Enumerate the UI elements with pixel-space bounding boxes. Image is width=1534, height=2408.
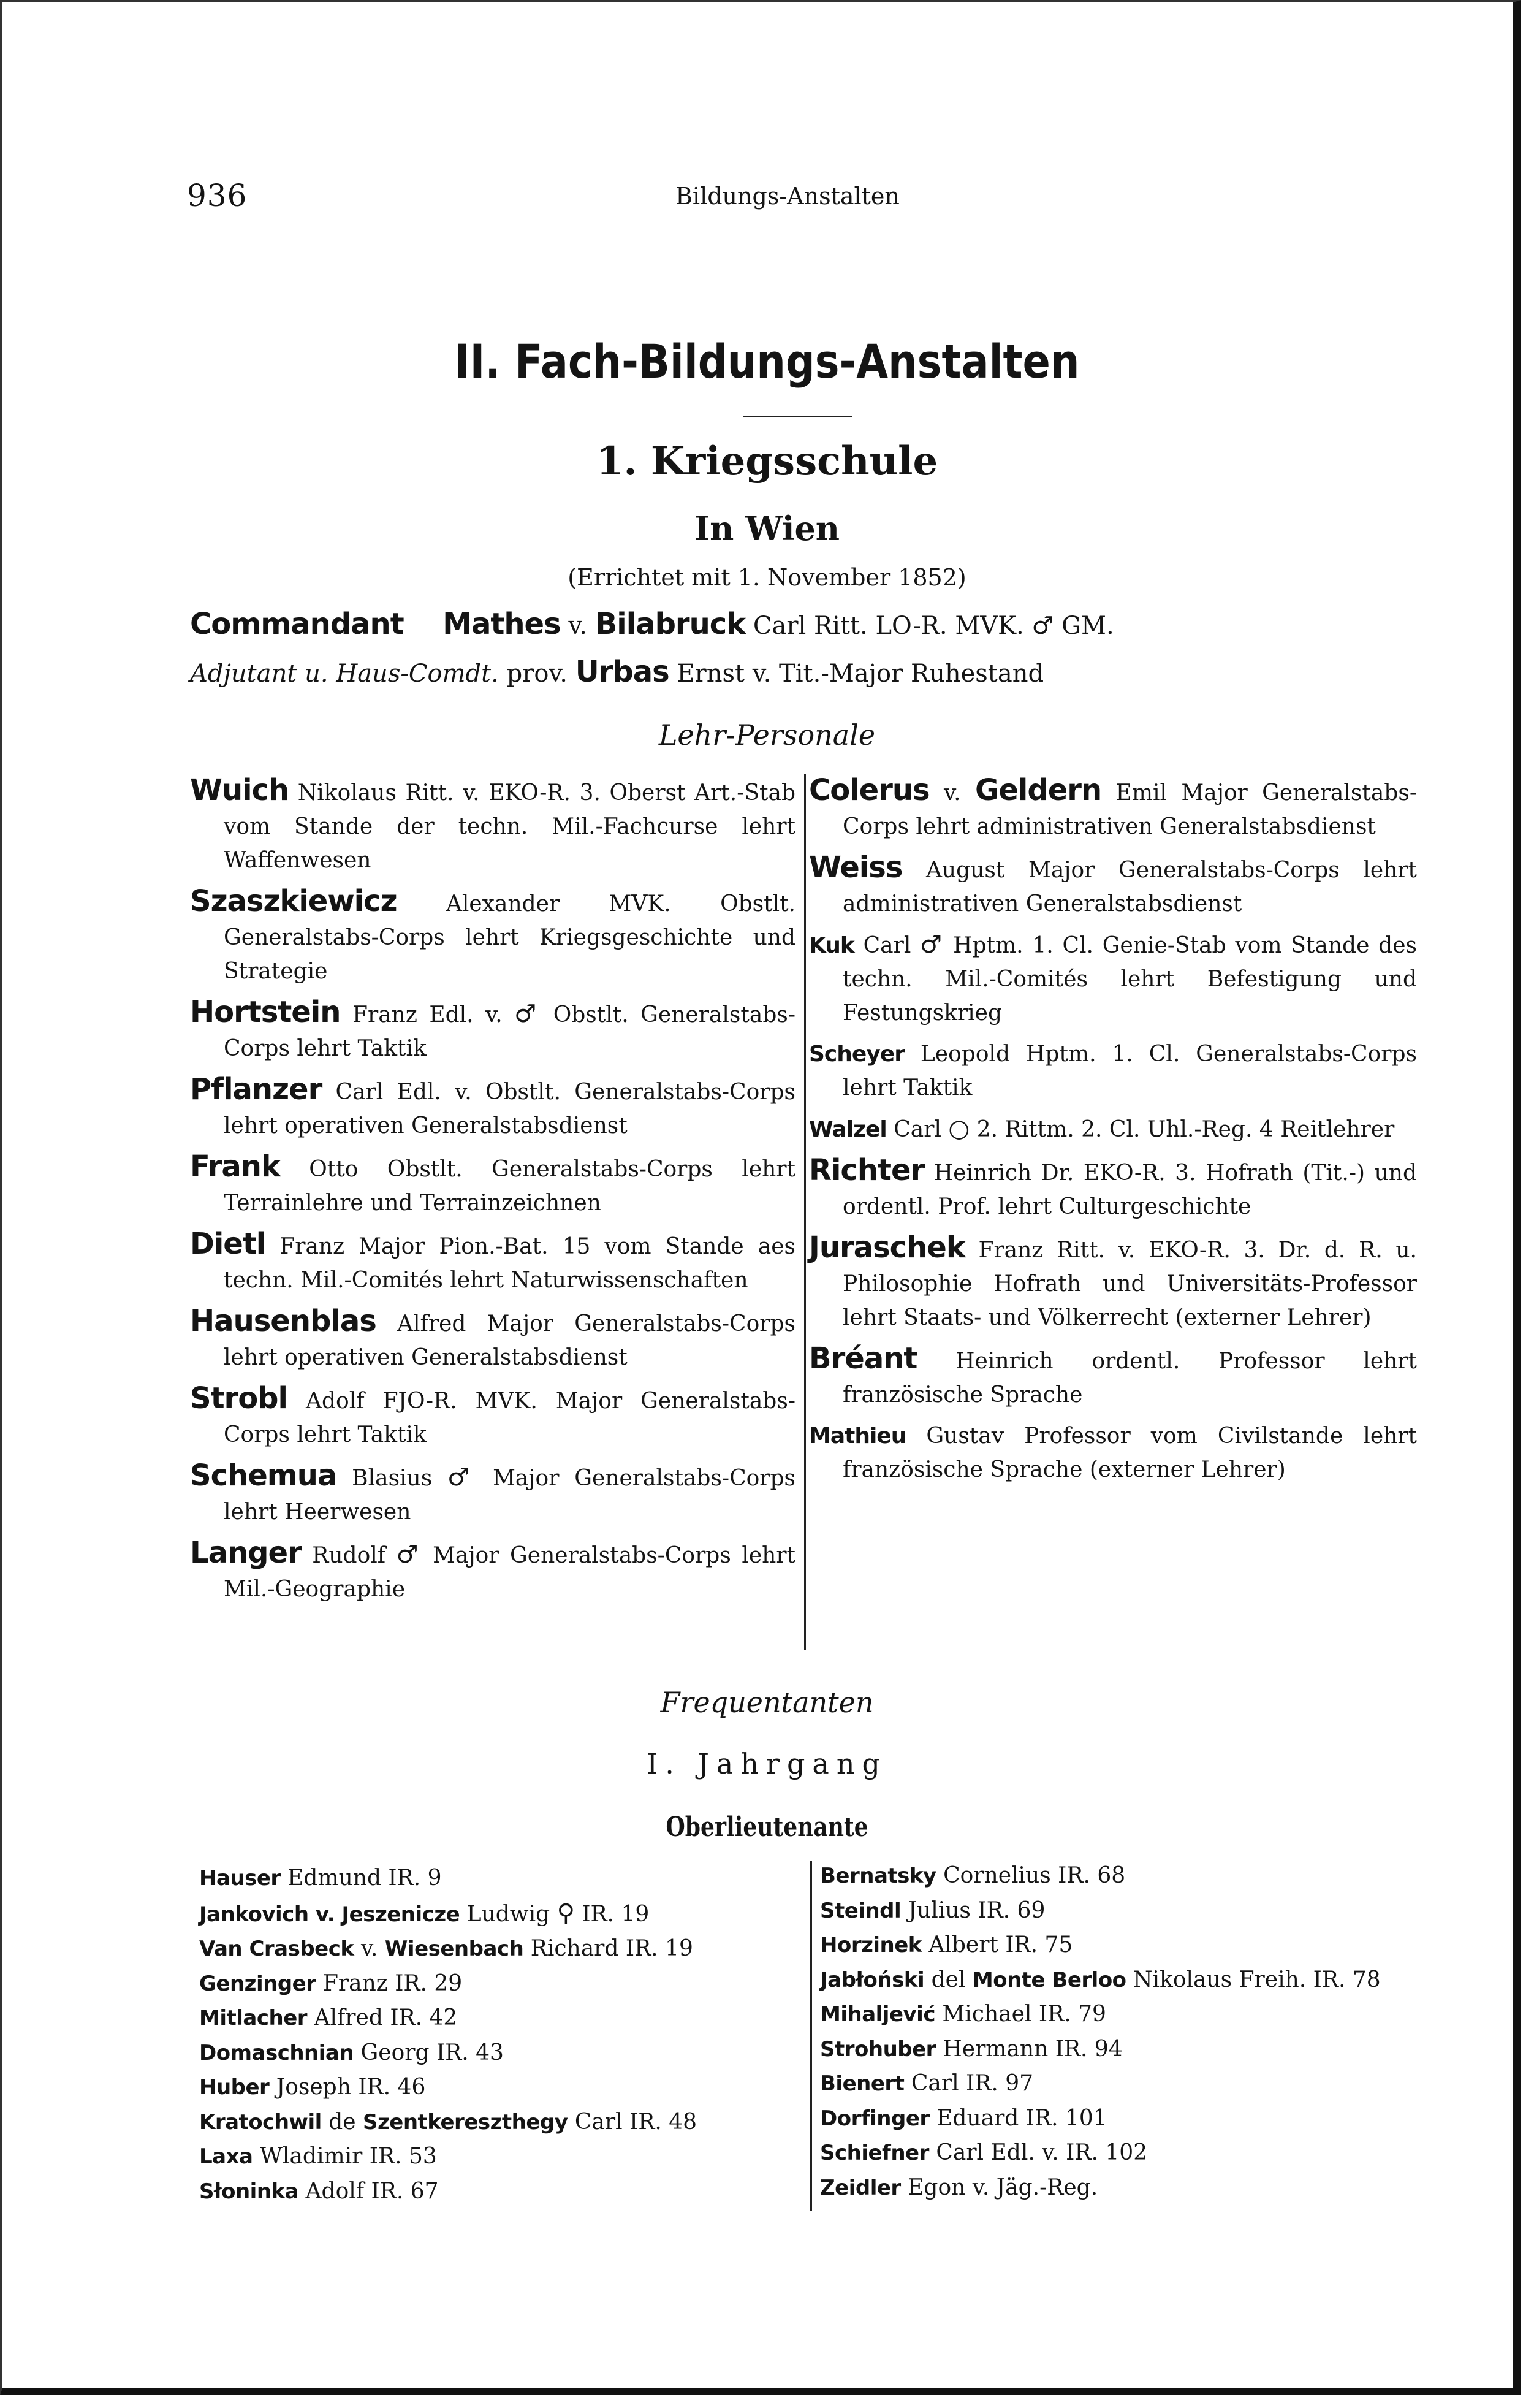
student-details: Carl Edl. v. IR. 102 xyxy=(928,2140,1148,2165)
student-name: Mihaljević xyxy=(820,2002,935,2027)
teacher-details: Blasius xyxy=(336,1466,448,1491)
list-item xyxy=(199,1967,697,2002)
title-rule xyxy=(743,416,852,417)
teacher-name: Weiss xyxy=(809,850,903,885)
teacher-name: Dietl xyxy=(190,1227,266,1261)
list-item xyxy=(820,2032,1381,2067)
student-details: Nikolaus Freih. IR. 78 xyxy=(1126,1967,1381,1992)
teacher-details: Obstlt. Generalstabs-Corps lehrt Taktik xyxy=(224,1002,795,1061)
student-details: de xyxy=(321,2109,363,2135)
teacher-name: Walzel xyxy=(809,1117,887,1142)
teacher-name: Juraschek xyxy=(809,1230,965,1265)
student-name: Jankovich v. Jeszenicze xyxy=(199,1902,460,1927)
student-name: Schiefner xyxy=(820,2141,929,2165)
school-name: 1. Kriegsschule xyxy=(596,438,938,484)
student-details: Eduard IR. 101 xyxy=(929,2105,1107,2131)
student-details: Franz IR. 29 xyxy=(316,1970,463,1996)
teacher-entry xyxy=(190,1227,795,1297)
teacher-entry xyxy=(190,1459,795,1529)
list-item xyxy=(820,1894,1381,1929)
student-name: Bernatsky xyxy=(820,1864,936,1888)
list-item xyxy=(199,1932,697,1967)
teacher-entry xyxy=(809,1037,1417,1105)
list-item xyxy=(820,2101,1381,2136)
student-details: Cornelius IR. 68 xyxy=(936,1863,1126,1888)
teacher-name: Mathieu xyxy=(809,1423,906,1449)
student-details: Carl IR. 97 xyxy=(904,2071,1034,2096)
teacher-entry xyxy=(809,851,1417,921)
section-title: II. Fach-Bildungs-Anstalten xyxy=(454,334,1080,389)
teacher-entry xyxy=(809,928,1417,1030)
student-name: Wiesenbach xyxy=(384,1937,524,1961)
teacher-name: Scheyer xyxy=(809,1042,905,1067)
teacher-name: Richter xyxy=(809,1153,925,1187)
teacher-name: Geldern xyxy=(974,773,1102,807)
teacher-details: Carl xyxy=(854,933,921,958)
student-name: Huber xyxy=(199,2075,270,2100)
teacher-details: Emil Major Generalstabs-Corps lehrt administrativen Generalstabsdienst xyxy=(843,780,1417,839)
teacher-entry xyxy=(809,1419,1417,1487)
list-item xyxy=(820,2067,1381,2101)
teacher-entry xyxy=(809,1342,1417,1412)
teacher-name: Pflanzer xyxy=(190,1072,322,1107)
teacher-details: Hptm. 1. Cl. Genie-Stab vom Stande des techn. Mil.-Comités lehrt Befestigung und Festungskrieg xyxy=(843,933,1418,1026)
teacher-details: August Major Generalstabs-Corps lehrt administrativen Generalstabsdienst xyxy=(843,858,1417,916)
student-name: Kratochwil xyxy=(199,2109,322,2135)
order-symbol-icon: ♂ xyxy=(514,1000,542,1028)
teacher-details: Carl xyxy=(886,1117,949,1142)
teacher-entry xyxy=(190,1073,795,1143)
teacher-entry xyxy=(190,885,795,988)
student-details: Michael IR. 79 xyxy=(935,2002,1106,2027)
list-item xyxy=(820,2171,1381,2206)
teacher-name: Frank xyxy=(190,1149,280,1184)
student-name: Van Crasbeck xyxy=(199,1937,354,1961)
teacher-name: Schemua xyxy=(190,1458,337,1493)
teacher-entry xyxy=(190,774,795,877)
commandant-rank: GM. xyxy=(1061,612,1114,640)
list-item xyxy=(199,2105,697,2140)
teacher-name: Hausenblas xyxy=(190,1304,376,1338)
student-name: Steindl xyxy=(820,1898,902,1923)
student-name: Bienert xyxy=(820,2071,905,2096)
student-details: Joseph IR. 46 xyxy=(269,2075,426,2100)
adjutant-details: Ernst v. Tit.-Major Ruhestand xyxy=(677,660,1044,688)
teacher-name: Hortstein xyxy=(190,995,341,1029)
teacher-details: Heinrich ordentl. Professor lehrt französische Sprache xyxy=(843,1349,1417,1408)
teacher-name: Strobl xyxy=(190,1381,287,1415)
student-details: Adolf IR. 67 xyxy=(298,2178,439,2204)
teacher-details: 2. Rittm. 2. Cl. Uhl.-Reg. 4 Reitlehrer xyxy=(970,1117,1395,1142)
student-name: Mitlacher xyxy=(199,2006,308,2030)
teacher-details: Major Generalstabs-Corps lehrt Mil.-Geographie xyxy=(224,1543,796,1602)
teacher-prep: v. xyxy=(929,780,975,806)
teacher-details: Nikolaus Ritt. v. EKO-R. 3. Oberst Art.-Stab vom Stande der techn. Mil.-Fachcurse lehrt Waffenwesen xyxy=(224,780,795,873)
list-item xyxy=(820,1859,1381,1894)
student-details: del xyxy=(924,1967,973,1992)
oberlieutenante-heading: Oberlieutenante xyxy=(666,1812,868,1843)
student-details: Carl IR. 48 xyxy=(568,2109,697,2135)
commandant-prep: v. xyxy=(568,612,587,640)
teacher-entry xyxy=(809,774,1417,844)
school-founded: (Errichtet mit 1. November 1852) xyxy=(568,564,966,591)
student-name: Dorfinger xyxy=(820,2106,930,2131)
student-details: v. xyxy=(354,1936,385,1961)
teacher-details: Franz Edl. v. xyxy=(340,1002,515,1027)
teacher-entry xyxy=(190,1150,795,1220)
teacher-details: Otto Obstlt. Generalstabs-Corps lehrt Terrainlehre und Terrainzeichnen xyxy=(224,1157,795,1216)
student-details: Richard IR. 19 xyxy=(523,1936,693,1961)
frequentanten-heading: Frequentanten xyxy=(660,1686,874,1719)
teacher-entry xyxy=(809,1231,1417,1335)
commandant-details: Carl Ritt. LO-R. MVK. xyxy=(753,612,1024,640)
teacher-details: Carl Edl. v. Obstlt. Generalstabs-Corps lehrt operativen Generalstabsdienst xyxy=(224,1080,795,1138)
death-symbol-icon: ⚲ xyxy=(556,1899,575,1927)
student-name: Strohuber xyxy=(820,2037,936,2062)
teacher-details: Franz Major Pion.-Bat. 15 vom Stande aes techn. Mil.-Comités lehrt Naturwissenschaften xyxy=(224,1234,795,1293)
teacher-name: Colerus xyxy=(809,773,930,807)
order-symbol-icon: ♂ xyxy=(1031,612,1054,640)
student-details: IR. 19 xyxy=(574,1901,650,1927)
teacher-details: Alfred Major Generalstabs-Corps lehrt operativen Generalstabsdienst xyxy=(224,1311,795,1370)
teacher-details: Franz Ritt. v. EKO-R. 3. Dr. d. R. u. Philosophie Hofrath und Universitäts-Professor lehrt Staats- und Völkerrecht (externer Lehrer) xyxy=(843,1238,1417,1330)
list-item xyxy=(820,1928,1381,1963)
circle-symbol-icon: ○ xyxy=(948,1114,970,1143)
student-details: Georg IR. 43 xyxy=(354,2040,504,2065)
school-location: In Wien xyxy=(694,509,840,548)
list-item xyxy=(199,2070,697,2105)
adjutant-name: Urbas xyxy=(575,655,669,689)
teacher-entry xyxy=(809,1154,1417,1224)
running-title: Bildungs-Anstalten xyxy=(675,183,900,210)
student-name: Hauser xyxy=(199,1866,281,1891)
student-details: Julius IR. 69 xyxy=(901,1897,1046,1923)
student-details: Hermann IR. 94 xyxy=(935,2036,1123,2062)
student-name: Genzinger xyxy=(199,1971,316,1996)
teacher-entry xyxy=(190,996,795,1065)
student-details: Egon v. Jäg.-Reg. xyxy=(900,2174,1098,2200)
adjutant-label: Adjutant u. Haus-Comdt. xyxy=(190,660,499,688)
student-name: Zeidler xyxy=(820,2175,901,2200)
teacher-name: Bréant xyxy=(809,1341,917,1376)
student-name: Laxa xyxy=(199,2144,253,2169)
student-name: Horzinek xyxy=(820,1933,922,1957)
commandant-name1: Mathes xyxy=(442,607,561,641)
students-left-list xyxy=(199,1861,697,2209)
teacher-entry xyxy=(190,1536,795,1606)
order-symbol-icon: ♂ xyxy=(447,1463,478,1492)
teacher-details: Major Generalstabs-Corps lehrt Heerwesen xyxy=(224,1466,796,1525)
order-symbol-icon: ♂ xyxy=(920,931,944,959)
student-name: Jabłoński xyxy=(820,1967,925,1992)
teacher-details: Rudolf xyxy=(301,1543,397,1568)
list-item xyxy=(199,2001,697,2036)
teacher-entry xyxy=(809,1112,1417,1146)
commandant-row xyxy=(190,607,1114,641)
list-item xyxy=(199,1861,697,1896)
list-divider xyxy=(810,1861,812,2211)
commandant-name2: Bilabruck xyxy=(594,607,746,641)
student-name: Monte Berloo xyxy=(972,1967,1126,1992)
list-item xyxy=(199,1896,697,1932)
lehr-personale-heading: Lehr-Personale xyxy=(658,718,876,752)
list-item xyxy=(199,2036,697,2071)
adjutant-row xyxy=(190,655,1044,689)
student-details: Wladimir IR. 53 xyxy=(253,2144,437,2169)
teacher-details: Alexander MVK. Obstlt. Generalstabs-Corps lehrt Kriegsgeschichte und Strategie xyxy=(224,891,795,984)
student-details: Alfred IR. 42 xyxy=(307,2005,458,2030)
adjutant-prov: prov. xyxy=(506,660,568,688)
students-right-list xyxy=(820,1859,1381,2205)
list-item xyxy=(820,1963,1381,1998)
page-number: 936 xyxy=(187,178,248,213)
teachers-right-column xyxy=(809,774,1417,1494)
column-divider xyxy=(804,774,806,1650)
list-item xyxy=(199,2139,697,2174)
teacher-entry xyxy=(190,1305,795,1374)
commandant-label: Commandant xyxy=(190,607,404,641)
teacher-details: Gustav Professor vom Civilstande lehrt französische Sprache (externer Lehrer) xyxy=(843,1423,1417,1482)
student-details: Ludwig xyxy=(460,1901,557,1927)
student-name: Słoninka xyxy=(199,2179,299,2204)
order-symbol-icon: ♂ xyxy=(396,1541,422,1569)
teachers-left-column xyxy=(190,774,795,1614)
student-details: Albert IR. 75 xyxy=(921,1932,1073,1957)
student-name: Domaschnian xyxy=(199,2040,354,2065)
student-name: Szentkereszthegy xyxy=(363,2109,568,2135)
student-details: Edmund IR. 9 xyxy=(280,1865,442,1891)
teacher-details: Adolf FJO-R. MVK. Major Generalstabs-Corps lehrt Taktik xyxy=(224,1389,795,1447)
teacher-details: Leopold Hptm. 1. Cl. Generalstabs-Corps lehrt Taktik xyxy=(843,1042,1417,1100)
teacher-details: Heinrich Dr. EKO-R. 3. Hofrath (Tit.-) und ordentl. Prof. lehrt Culturgeschichte xyxy=(843,1160,1417,1219)
teacher-name: Langer xyxy=(190,1536,302,1570)
teacher-name: Kuk xyxy=(809,933,854,958)
jahrgang-heading: I. Jahrgang xyxy=(647,1747,887,1780)
list-item xyxy=(820,2136,1381,2171)
teacher-name: Wuich xyxy=(190,773,289,807)
teacher-name: Szaszkiewicz xyxy=(190,884,397,918)
list-item xyxy=(199,2174,697,2209)
list-item xyxy=(820,1997,1381,2032)
teacher-entry xyxy=(190,1382,795,1452)
